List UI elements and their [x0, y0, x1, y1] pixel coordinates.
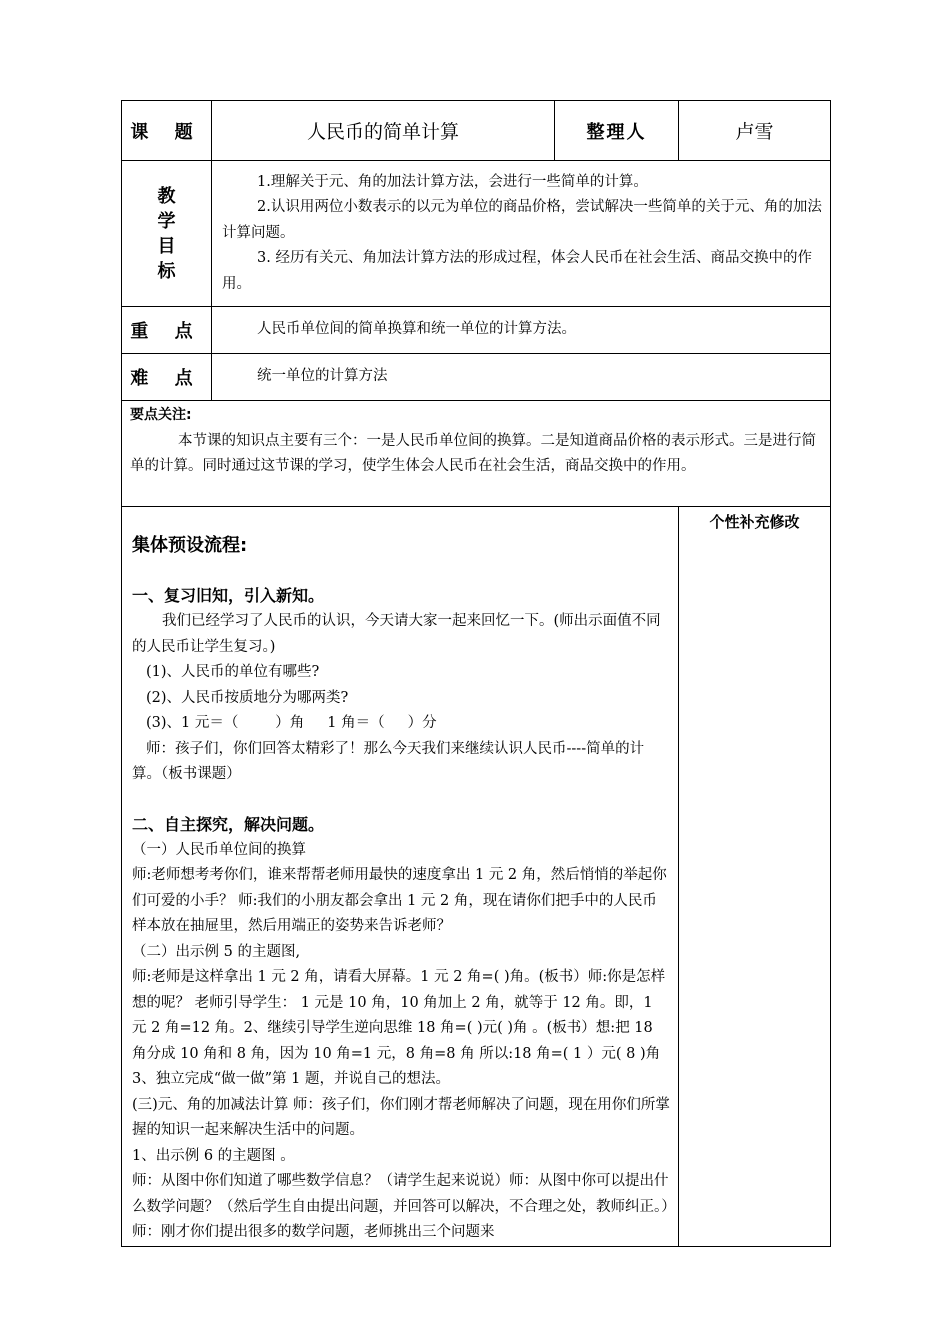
key-point-row: [122, 307, 831, 354]
organizer-value: 卢雪: [679, 101, 831, 161]
review-question-1: (1)、人民币的单位有哪些?: [146, 664, 320, 680]
flow-row: [122, 507, 831, 1247]
difficulty-value: 统一单位的计算方法: [212, 354, 831, 401]
review-question-3: (3)、1 元＝（ ）角 1 角＝（ ）分: [146, 715, 437, 731]
section-1-paragraph: 我们已经学习了人民币的认识，今天请大家一起来回忆一下。(师出示面值不同的人民币让学生复习。): [132, 613, 661, 655]
objectives-row: [122, 161, 831, 307]
section-2-subtitle-1: （一）人民币单位间的换算: [132, 841, 306, 858]
objectives-content: [212, 161, 831, 307]
section-2-item-1: 1、出示例 6 的主题图 。: [132, 1147, 295, 1164]
flow-cell: [122, 507, 679, 1247]
section-2-subtitle-3: (三)元、角的加减法计算 师：孩子们，你们刚才帮老师解决了问题，现在用你们所掌握的知识一起来解决生活中的问题。: [132, 1096, 670, 1138]
key-point-label: 重 点: [122, 307, 212, 354]
topic-value: 人民币的简单计算: [212, 101, 555, 161]
section-2-paragraph-2: 师:老师是这样拿出 1 元 2 角，请看大屏幕。1 元 2 角=( )角。(板书）师:你是怎样想的呢？ 老师引导学生： 1 元是 10 角，10 角加上 2 角，就等于 12 角。即，1 元 2 角=12 角。2、继续引导学生逆向思维 18 角=( )元( )角 。(板书）想:把 18 角分成 10 角和 8 角，因为 10 角=1 元，8 角=8 角 所以:18 角=( 1 ）元( 8 )角 3、独立完成“做一做”第 1 题，并说自己的想法。: [132, 969, 666, 1087]
objectives-label: 教 学 目 标: [122, 161, 212, 307]
organizer-label: 整理人: [555, 101, 679, 161]
difficulty-row: [122, 354, 831, 401]
section-1-title: 一、复习旧知，引入新知。: [132, 586, 325, 605]
focus-cell: [122, 401, 831, 507]
lesson-plan-page: [121, 100, 830, 1247]
section-2-paragraph-3: 师：从图中你们知道了哪些数学信息？（请学生起来说说）师：从图中你可以提出什么数学问题？（然后学生自由提出问题，并回答可以解决，不合理之处，教师纠正。）师：刚才你们提出很多的数学问题，老师挑出三个问题来: [132, 1173, 669, 1240]
objective-item: 1.理解关于元、角的加法计算方法，会进行一些简单的计算。: [257, 173, 648, 190]
key-point-value: 人民币单位间的简单换算和统一单位的计算方法。: [212, 307, 831, 354]
section-1-paragraph-2: 师：孩子们，你们回答太精彩了！那么今天我们来继续认识人民币----简单的计算。（板书课题）: [132, 740, 645, 782]
objective-item: 3. 经历有关元、角加法计算方法的形成过程，体会人民币在社会生活、商品交换中的作用。: [222, 250, 812, 292]
focus-label: 要点关注:: [130, 407, 192, 423]
section-2-paragraph-1: 师:老师想考考你们，谁来帮帮老师用最快的速度拿出 1 元 2 角，然后悄悄的举起你们可爱的小手？ 师:我们的小朋友都会拿出 1 元 2 角，现在请你们把手中的人民币样本放在抽屉里，然后用端正的姿势来告诉老师？: [132, 867, 667, 934]
header-row: [122, 101, 831, 161]
section-2-subtitle-2: （二）出示例 5 的主题图,: [132, 943, 301, 960]
flow-title: 集体预设流程:: [132, 535, 248, 556]
focus-row: [122, 401, 831, 507]
side-notes-cell: [679, 507, 831, 1247]
objective-item: 2.认识用两位小数表示的以元为单位的商品价格，尝试解决一些简单的关于元、角的加法计算问题。: [222, 199, 822, 241]
section-2-title: 二、自主探究，解决问题。: [132, 814, 325, 834]
difficulty-label: 难 点: [122, 354, 212, 401]
topic-label: 课 题: [122, 101, 212, 161]
focus-text: 本节课的知识点主要有三个：一是人民币单位间的换算。二是知道商品价格的表示形式。三是进行简单的计算。同时通过这节课的学习，使学生体会人民币在社会生活，商品交换中的作用。: [130, 432, 816, 474]
side-notes-title: 个性补充修改: [709, 513, 800, 531]
review-question-2: (2)、人民币按质地分为哪两类?: [146, 689, 349, 706]
lesson-plan-table: [121, 100, 831, 1247]
